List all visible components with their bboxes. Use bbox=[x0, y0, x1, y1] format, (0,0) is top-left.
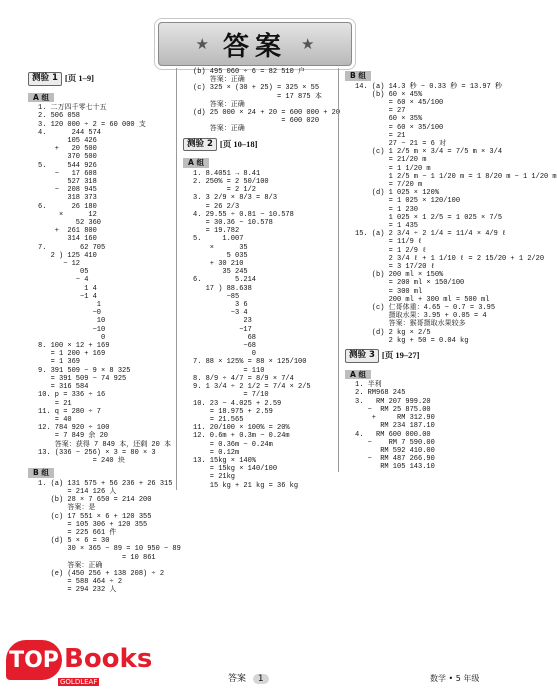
answer-line: = 60 × 35/100 bbox=[355, 123, 444, 132]
answer-line: 30 × 365 − 89 = 10 950 − 89 bbox=[38, 545, 181, 554]
answer-line: 318 373 bbox=[38, 194, 97, 203]
answer-line: 0 bbox=[193, 350, 257, 359]
answer-line: = 30.36 − 10.578 bbox=[193, 219, 273, 228]
answer-line: 314 160 bbox=[38, 235, 97, 244]
answer-list bbox=[28, 479, 181, 595]
logo-subtext: GOLDLEAF bbox=[60, 678, 98, 686]
answer-line: − 12 bbox=[38, 260, 81, 269]
answer-line: = 7/10 bbox=[193, 391, 269, 400]
answer-line: 05 bbox=[38, 268, 89, 277]
answer-line: = 11/9 ℓ bbox=[355, 238, 423, 247]
answer-line: 35 245 bbox=[193, 268, 248, 277]
answer-line: −1 4 bbox=[38, 292, 97, 301]
answer-line: 1 bbox=[38, 301, 102, 310]
answer-line: = 21/20 m bbox=[355, 156, 427, 165]
answer-line: 答案：正确 bbox=[193, 125, 245, 134]
answer-line: 23 bbox=[193, 317, 252, 326]
answer-line: × 35 bbox=[193, 243, 248, 252]
answer-line: = 391 509 − 74 925 bbox=[38, 374, 127, 383]
answer-line: 10 bbox=[38, 317, 106, 326]
answer-line: 2 ) 125 410 bbox=[38, 251, 97, 260]
section-header bbox=[28, 72, 170, 86]
answer-line: 1 025 × 1 2/5 = 1 025 × 7/5 bbox=[355, 213, 503, 222]
answer-line: 527 318 bbox=[38, 178, 97, 187]
answer-line: 1. 半利 bbox=[355, 381, 382, 390]
answer-line: 1. 二万四千零七十五 bbox=[38, 104, 107, 113]
answer-line: 13. (336 − 256) × 3 = 80 × 3 bbox=[38, 448, 156, 457]
answer-line: −10 bbox=[38, 325, 106, 334]
answer-line: 6. 26 180 bbox=[38, 202, 97, 211]
logo-text: Books bbox=[64, 644, 153, 674]
answer-line: 27 − 21 = 6 对 bbox=[355, 140, 447, 149]
answer-line: = 19.782 bbox=[193, 227, 240, 236]
answer-line: − RM 7 590.00 bbox=[355, 438, 435, 447]
answer-line: = 15kg × 140/100 bbox=[193, 465, 278, 474]
answer-line: (c) 325 × (30 + 25) = 325 × 55 bbox=[193, 84, 320, 93]
answer-line: × 12 bbox=[38, 210, 97, 219]
answer-line: 2. 250% = 2 50/100 bbox=[193, 178, 269, 187]
answer-line: 2. 506 058 bbox=[38, 112, 81, 121]
answer-line: = 240 块 bbox=[38, 456, 125, 465]
answer-line: = 1 200 + 169 bbox=[38, 350, 106, 359]
column-2 bbox=[176, 68, 341, 490]
section-label: 测验 2 bbox=[183, 138, 217, 152]
answer-line: + 20 500 bbox=[38, 145, 97, 154]
answer-line: 3. RM 207 999.20 bbox=[355, 397, 431, 406]
section-ref: [页 19–27] bbox=[381, 350, 420, 361]
answer-line: = 200 ml × 150/100 bbox=[355, 279, 465, 288]
answer-line: 答案：获得 7 849 本，还剩 20 本 bbox=[38, 440, 172, 449]
answer-line: 4. 29.55 ÷ 0.81 − 10.578 bbox=[193, 210, 294, 219]
answer-line: 14. (a) 14.3 秒 − 0.33 秒 = 13.97 秒 bbox=[355, 82, 503, 91]
answer-line: 3 6 bbox=[193, 301, 248, 310]
answer-line: = 17 875 本 bbox=[193, 92, 322, 101]
answer-line: 3. 120 000 ÷ 2 = 60 000 支 bbox=[38, 120, 146, 129]
section-header bbox=[183, 138, 338, 152]
answer-line: = 110 bbox=[193, 366, 265, 375]
answer-line: 答案：猴哥摄取水果较多 bbox=[355, 320, 466, 329]
answer-line: − 4 bbox=[38, 276, 89, 285]
answer-line: − RM 487 266.90 bbox=[355, 455, 435, 464]
answer-list bbox=[345, 381, 490, 471]
answer-line: = 10 861 bbox=[38, 553, 156, 562]
answer-list bbox=[183, 170, 338, 490]
answer-line: 5. 1.007 bbox=[193, 235, 244, 244]
star-icon: ★ bbox=[301, 36, 315, 53]
group-label: A 组 bbox=[28, 93, 54, 103]
answer-line: = 0.36m − 0.24m bbox=[193, 440, 273, 449]
answer-line: = 1 435 bbox=[355, 222, 419, 231]
answer-line: − 208 945 bbox=[38, 186, 97, 195]
answer-line: = 105 306 + 120 355 bbox=[38, 520, 148, 529]
page-footer bbox=[0, 668, 507, 688]
answer-line: 11. 20/100 × 100% = 20% bbox=[193, 424, 290, 433]
answer-line: 4. 244 574 bbox=[38, 128, 102, 137]
answer-line: 68 bbox=[193, 333, 257, 342]
answer-line: 10. p = 336 ÷ 16 bbox=[38, 391, 106, 400]
answer-line: −85 bbox=[193, 292, 240, 301]
answer-line: RM 105 143.10 bbox=[355, 463, 435, 472]
group-label: B 组 bbox=[28, 468, 54, 478]
answer-line: = 1 2/9 ℓ bbox=[355, 246, 427, 255]
answer-line: = 1 369 bbox=[38, 358, 81, 367]
answer-line: 答案：正确 bbox=[193, 76, 245, 85]
answer-line: = 316 584 bbox=[38, 383, 89, 392]
answer-line: − RM 25 875.00 bbox=[355, 405, 431, 414]
title-banner bbox=[158, 22, 352, 66]
answer-line: = 21 bbox=[355, 131, 406, 140]
answer-line: = 27 bbox=[355, 107, 406, 116]
answer-line: = 2 1/2 bbox=[193, 186, 257, 195]
answer-line: 7. 88 × 125% = 88 × 125/100 bbox=[193, 358, 307, 367]
answer-line: 200 ml + 300 ml = 500 ml bbox=[355, 295, 490, 304]
section-label: 测验 1 bbox=[28, 72, 62, 86]
answer-line: RM 234 187.10 bbox=[355, 422, 435, 431]
group-label: B 组 bbox=[345, 71, 371, 81]
answer-line: = 40 bbox=[38, 415, 72, 424]
answer-line: 1 2/5 m − 1 1/20 m = 1 8/20 m − 1 1/20 m bbox=[355, 172, 557, 181]
answer-line: = 1 230 bbox=[355, 205, 419, 214]
answer-line: = 60 × 45/100 bbox=[355, 99, 444, 107]
section-ref: [页 1–9] bbox=[64, 73, 94, 83]
answer-line: = 21 bbox=[38, 399, 72, 408]
answer-line: = 7 849 余 20 bbox=[38, 432, 109, 441]
star-icon: ★ bbox=[195, 36, 209, 53]
answer-line: −68 bbox=[193, 342, 257, 351]
answer-line: 3. 3 2/9 × 8/3 = 8/3 bbox=[193, 194, 278, 203]
answer-line: − 17 608 bbox=[38, 169, 97, 178]
footer-subject: 数学 • 5 年级 bbox=[430, 674, 480, 683]
answer-line: 13. 15kg × 140% bbox=[193, 456, 257, 465]
answer-line: 8. 8/9 ÷ 4/7 = 8/9 × 7/4 bbox=[193, 374, 294, 383]
answer-line: 1. (a) 131 575 + 56 236 + 26 315 bbox=[38, 479, 173, 488]
answer-line: (b) 28 × 7 650 = 214 200 bbox=[38, 496, 152, 505]
answer-line: + 30 210 bbox=[193, 260, 244, 269]
answer-line: 2 kg + 50 = 0.04 kg bbox=[355, 336, 469, 345]
section-header bbox=[345, 349, 490, 363]
answer-line: 7. 62 705 bbox=[38, 243, 106, 252]
answer-line: RM 592 410.00 bbox=[355, 446, 435, 455]
answer-line: 5. 544 926 bbox=[38, 161, 97, 170]
answer-line: + RM 312.90 bbox=[355, 414, 435, 423]
answer-line: 12. 0.6m + 0.3m − 0.24m bbox=[193, 432, 290, 441]
answer-line: 370 500 bbox=[38, 153, 97, 162]
answer-line: 8. 100 × 12 + 169 bbox=[38, 342, 110, 351]
section-label: 测验 3 bbox=[345, 349, 379, 363]
answer-line: 1 4 bbox=[38, 284, 97, 293]
answer-line: = 1 025 × 120/100 bbox=[355, 197, 461, 206]
answer-line: = 26 2/3 bbox=[193, 202, 240, 211]
answer-line: 11. q = 280 ÷ 7 bbox=[38, 407, 102, 416]
group-label: A 组 bbox=[345, 370, 371, 380]
answer-line: −17 bbox=[193, 325, 252, 334]
answer-line: = 214 126 人 bbox=[38, 487, 117, 496]
answer-line: (e) (450 256 + 138 208) ÷ 2 bbox=[38, 569, 165, 578]
answer-line: = 294 232 人 bbox=[38, 586, 117, 595]
answer-line: 答案：是 bbox=[38, 504, 96, 513]
answer-line: 答案：正确 bbox=[193, 100, 245, 109]
answer-line: −3 4 bbox=[193, 309, 248, 318]
answer-line: = 21kg bbox=[193, 473, 236, 482]
answer-list bbox=[345, 82, 557, 346]
answer-line: = 3 17/20 ℓ bbox=[355, 263, 435, 272]
answer-line: 105 426 bbox=[38, 137, 97, 145]
answer-line: 10. 23 − 4.025 + 2.59 bbox=[193, 399, 282, 408]
answer-line: (b) 60 × 45% bbox=[355, 90, 423, 99]
answer-line: = 18.975 + 2.59 bbox=[193, 407, 273, 416]
answer-line: = 7/20 m bbox=[355, 181, 423, 190]
answer-line: = 600 020 bbox=[193, 117, 320, 126]
answer-line: 摄取水果：3.95 + 0.05 = 4 bbox=[355, 312, 487, 321]
answer-list bbox=[28, 104, 170, 465]
answer-line: 17 ) 88.638 bbox=[193, 284, 252, 293]
answer-line: 15 kg + 21 kg = 36 kg bbox=[193, 481, 299, 490]
answer-line: −0 bbox=[38, 309, 102, 318]
answer-line: (c) 1 2/5 m × 3/4 = 7/5 m × 3/4 bbox=[355, 148, 503, 157]
answer-line: (d) 1 025 × 120% bbox=[355, 189, 440, 198]
footer-label: 答案 bbox=[228, 674, 247, 684]
answer-line: (b) 200 ml × 150% bbox=[355, 271, 444, 280]
answer-line: (d) 2 kg × 2/5 bbox=[355, 328, 431, 337]
answer-line: 5 035 bbox=[193, 251, 248, 260]
logo-badge: TOP bbox=[6, 640, 62, 680]
answer-line: 52 360 bbox=[38, 219, 102, 228]
answer-line: = 588 464 ÷ 2 bbox=[38, 578, 123, 587]
answer-line: 6. 5.214 bbox=[193, 276, 257, 285]
answer-line: 15. (a) 2 3/4 ÷ 2 1/4 = 11/4 × 4/9 ℓ bbox=[355, 230, 507, 239]
group-label: A 组 bbox=[183, 158, 209, 168]
answer-line: 4. RM 600 000.00 bbox=[355, 430, 431, 439]
answer-line: 答案：正确 bbox=[38, 561, 103, 570]
answer-line: (c) 仁哥体重：4.65 − 0.7 = 3.95 bbox=[355, 304, 496, 313]
answer-line: 9. 1 3/4 ÷ 2 1/2 = 7/4 × 2/5 bbox=[193, 383, 311, 392]
footer-center bbox=[228, 671, 269, 684]
answer-line: (c) 17 551 × 6 + 120 355 bbox=[38, 512, 152, 521]
answer-line: 1. 8.4051 → 8.41 bbox=[193, 169, 261, 178]
answer-line: 2. RM968 245 bbox=[355, 389, 406, 398]
answer-line: 2 3/4 ℓ + 1 1/10 ℓ = 2 15/20 + 1 2/20 bbox=[355, 254, 545, 263]
answer-line: (d) 25 000 × 24 + 20 = 600 000 + 20 bbox=[193, 109, 341, 118]
answer-line: 9. 391 509 − 9 × 8 325 bbox=[38, 366, 131, 375]
column-3 bbox=[338, 68, 557, 472]
section-ref: [页 10–18] bbox=[219, 138, 258, 149]
answer-line: (b) 495 060 ÷ 6 = 82 510 户 bbox=[193, 68, 306, 76]
answer-line: = 300 ml bbox=[355, 287, 423, 296]
answer-line: = 0.12m bbox=[193, 448, 240, 457]
answer-line: = 1 1/20 m bbox=[355, 164, 431, 173]
answer-line: + 261 800 bbox=[38, 227, 97, 236]
page-number: 1 bbox=[253, 674, 269, 684]
answer-line: 60 × 35% bbox=[355, 115, 423, 124]
column-1 bbox=[28, 68, 181, 595]
answer-line: = 225 661 件 bbox=[38, 528, 117, 537]
answer-line: 12. 784 920 ÷ 100 bbox=[38, 424, 110, 433]
answer-line: (d) 5 × 6 = 30 bbox=[38, 537, 110, 546]
answer-line: 0 bbox=[38, 333, 106, 342]
page-title: 答案 bbox=[222, 31, 287, 62]
answer-list bbox=[183, 68, 341, 134]
answer-line: = 21.565 bbox=[193, 415, 244, 424]
